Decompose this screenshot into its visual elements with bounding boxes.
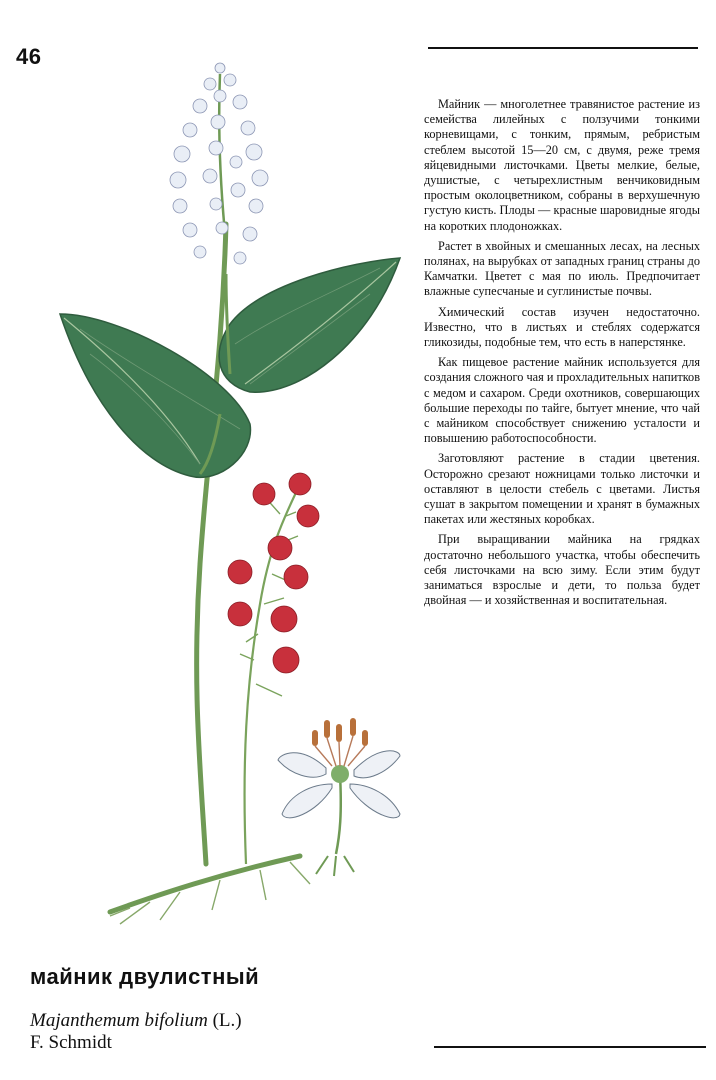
berry <box>253 483 275 505</box>
roots <box>110 862 310 924</box>
paragraph: Заготовляют растение в стадии цветения. Осторожно срезают ножницами только листочки и оставляют в целости стебель с цветами. Листья сушат в закрытом помещении и хранят в бумажных пакетах или жестяных коробках. <box>424 451 700 527</box>
berry <box>289 473 311 495</box>
berry <box>228 560 252 584</box>
plant-illustration <box>50 44 410 944</box>
berry <box>284 565 308 589</box>
berry <box>228 602 252 626</box>
berry <box>271 606 297 632</box>
article-text <box>424 97 700 614</box>
paragraph: Химический состав изучен недостаточно. Известно, что в листьях и стеблях содержатся гликозиды, подобные тем, что есть в наперстянке. <box>424 304 700 350</box>
top-rule <box>428 47 698 49</box>
leaf-right <box>219 258 400 392</box>
latin-author-1: (L.) <box>212 1010 242 1031</box>
latin-genus: Majanthemum <box>30 1010 140 1031</box>
berry <box>297 505 319 527</box>
paragraph: Растет в хвойных и смешанных лесах, на лесных полянах, на вырубках от западных границ страны до Камчатки. Цветет с мая по июль. Предпочитает влажные супесчаные и суглинистые почвы. <box>424 238 700 299</box>
paragraph: Майник — многолетнее травянистое растение из семейства лилейных с ползучими тонкими корневищами, с тонким, прямым, ребристым стеблем высотой 15—20 см, с двумя, реже тремя яйцевидными листочками. Цветы мелкие, белые, душистые, с четырехлистным венчиковидным простым околоцветником, собраны в верхушечную густую кисть. Плоды — красные шаровидные ягоды на коротких плодоножках. <box>424 97 700 233</box>
flower-detail <box>278 718 400 876</box>
latin-species: bifolium <box>144 1010 208 1031</box>
berry <box>273 647 299 673</box>
main-stem <box>197 224 226 864</box>
latin-name <box>30 1010 242 1054</box>
page-number: 46 <box>16 44 42 69</box>
plant-title: майник двулистный <box>30 964 260 989</box>
paragraph: Как пищевое растение майник используется для создания сложного чая и прохладительных напитков с медом и сахаром. Среди охотников, совершающих большие переходы по тайге, бытует мнение, что чай с майником способствует снижению усталости и повышению работоспособности. <box>424 355 701 446</box>
paragraph: При выращивании майника на грядках достаточно небольшого участка, чтобы обеспечить себя листочками на всю зиму. Если этим будут заниматься взрослые и дети, то польза будет двойная — и хозяйственная и воспитательная. <box>424 532 700 608</box>
flower-raceme <box>170 63 268 264</box>
latin-author-2: F. Schmidt <box>30 1032 112 1053</box>
berry <box>268 536 292 560</box>
bottom-rule <box>434 1046 706 1048</box>
